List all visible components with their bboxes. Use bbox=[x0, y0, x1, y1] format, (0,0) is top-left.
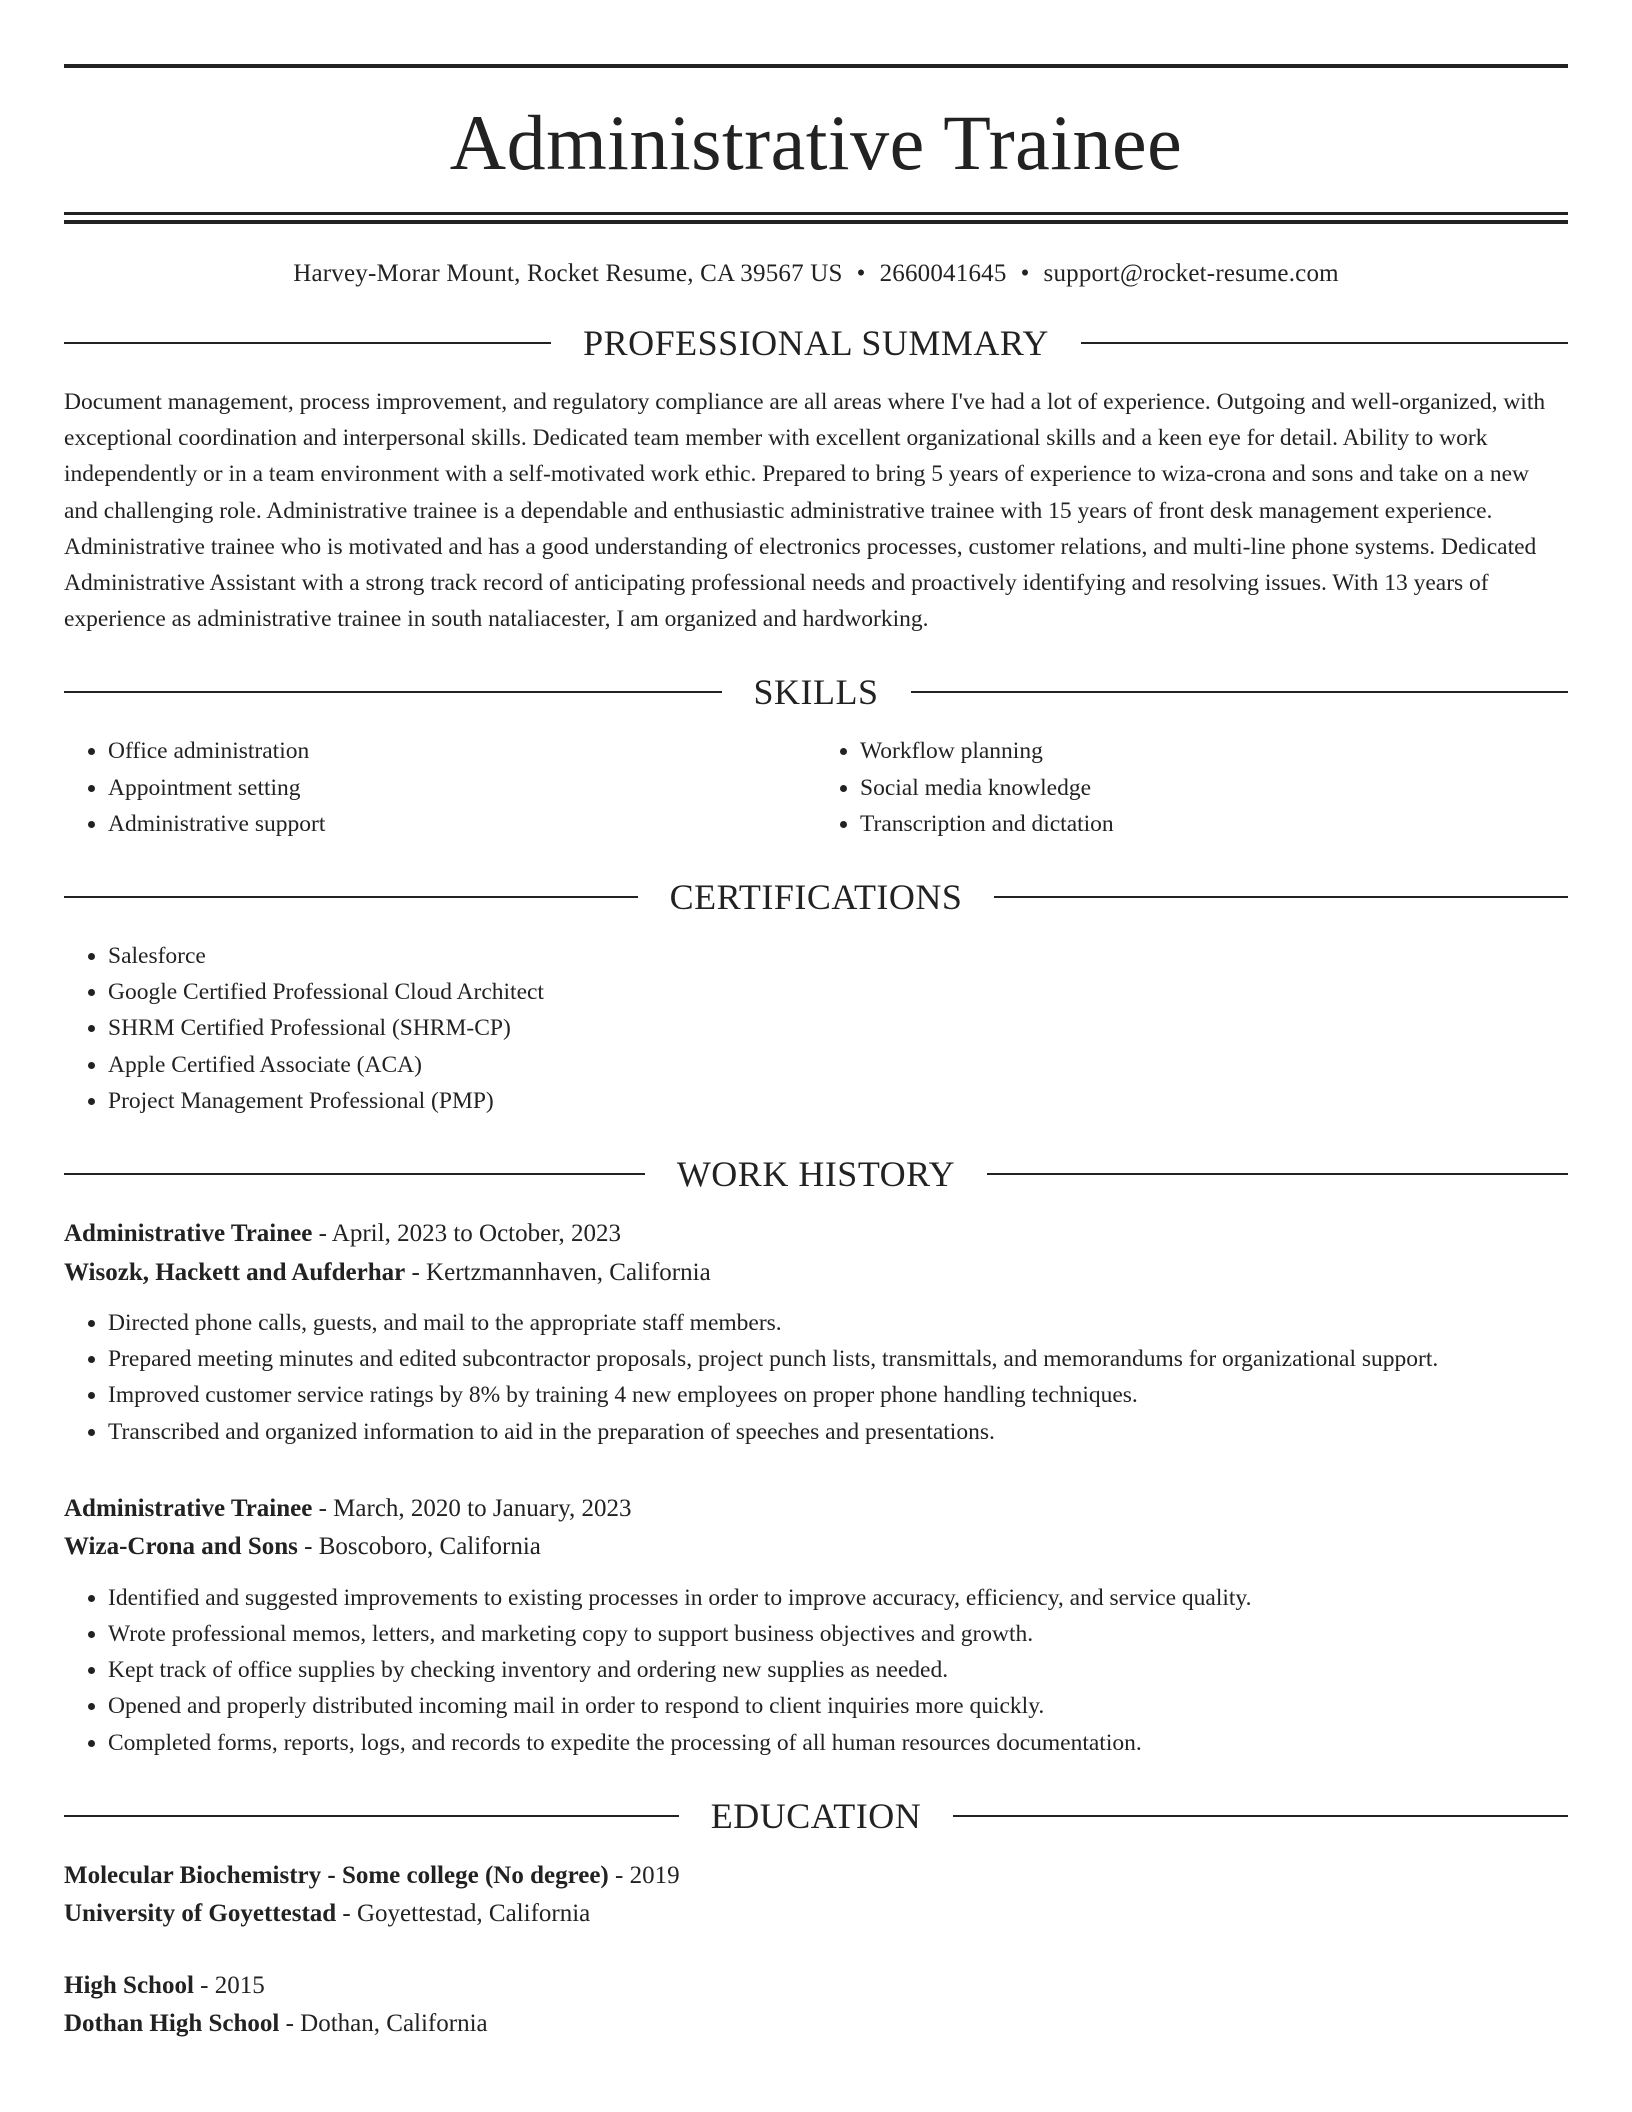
section-rule bbox=[64, 1173, 645, 1175]
section-title: PROFESSIONAL SUMMARY bbox=[583, 323, 1049, 363]
education-degree: Molecular Biochemistry - Some college (No degree) bbox=[64, 1861, 609, 1889]
job-role: Administrative Trainee bbox=[64, 1220, 313, 1248]
section-heading-summary bbox=[64, 322, 1568, 364]
job-bullet: • Identified and suggested improvements to existing processes in order to improve accuracy, efficiency, and service quality. bbox=[108, 1580, 1568, 1616]
job-bullet: • Kept track of office supplies by checking inventory and ordering new supplies as needed. bbox=[108, 1652, 1568, 1688]
skill-item: • Workflow planning bbox=[860, 733, 1568, 769]
education-year: - 2019 bbox=[608, 1861, 680, 1889]
section-rule bbox=[987, 1173, 1568, 1175]
job-bullet: • Completed forms, reports, logs, and records to expedite the processing of all human resources documentation. bbox=[108, 1725, 1568, 1761]
section-title: SKILLS bbox=[753, 672, 879, 713]
contact-separator: • bbox=[1020, 260, 1030, 287]
top-rule bbox=[64, 64, 1568, 68]
skill-item: • Transcription and dictation bbox=[860, 806, 1568, 842]
section-rule bbox=[64, 1815, 679, 1817]
section-rule bbox=[64, 342, 551, 344]
contact-address: Harvey-Morar Mount, Rocket Resume, CA 39567 US bbox=[293, 260, 843, 287]
education-degree-line bbox=[64, 1857, 1568, 1896]
certifications-list bbox=[64, 938, 1568, 1119]
education-location: - Goyettestad, California bbox=[336, 1900, 591, 1928]
certification-item: • SHRM Certified Professional (SHRM-CP) bbox=[108, 1010, 1568, 1046]
job-company-line bbox=[64, 1254, 1568, 1293]
education-degree: High School bbox=[64, 1971, 194, 1999]
section-rule bbox=[953, 1815, 1568, 1817]
job-bullet: • Prepared meeting minutes and edited subcontractor proposals, project punch lists, transmittals, and memorandums for organizational support. bbox=[108, 1341, 1568, 1377]
certification-item: • Google Certified Professional Cloud Architect bbox=[108, 974, 1568, 1010]
certification-item: • Salesforce bbox=[108, 938, 1568, 974]
contact-phone: 2660041645 bbox=[879, 260, 1007, 287]
job-bullet: • Improved customer service ratings by 8% by training 4 new employees on proper phone handling techniques. bbox=[108, 1377, 1568, 1413]
job-entry bbox=[64, 1490, 1568, 1761]
job-company: Wisozk, Hackett and Aufderhar bbox=[64, 1258, 406, 1286]
job-title-line bbox=[64, 1490, 1568, 1529]
skills-columns bbox=[64, 733, 1568, 842]
contact-email: support@rocket-resume.com bbox=[1043, 260, 1339, 287]
job-entry bbox=[64, 1215, 1568, 1450]
job-bullets bbox=[64, 1305, 1568, 1450]
section-title: EDUCATION bbox=[710, 1795, 922, 1836]
skill-item: • Administrative support bbox=[108, 806, 816, 842]
job-title-line bbox=[64, 1215, 1568, 1254]
education-year: - 2015 bbox=[193, 1971, 265, 1999]
job-role: Administrative Trainee bbox=[64, 1494, 313, 1522]
candidate-name: Administrative Trainee bbox=[449, 99, 1183, 186]
skill-item: • Social media knowledge bbox=[860, 770, 1568, 806]
job-company: Wiza-Crona and Sons bbox=[64, 1533, 298, 1561]
certification-item: • Apple Certified Associate (ACA) bbox=[108, 1047, 1568, 1083]
certification-item: • Project Management Professional (PMP) bbox=[108, 1083, 1568, 1119]
job-bullets bbox=[64, 1580, 1568, 1761]
section-heading-work bbox=[64, 1153, 1568, 1195]
skills-list-right bbox=[816, 733, 1568, 842]
education-school: Dothan High School bbox=[64, 2010, 280, 2038]
header-double-rule bbox=[64, 212, 1568, 224]
section-heading-skills bbox=[64, 671, 1568, 713]
education-degree-line bbox=[64, 1967, 1568, 2006]
job-dates: - April, 2023 to October, 2023 bbox=[312, 1220, 622, 1248]
education-school-line bbox=[64, 1895, 1568, 1934]
job-bullet: • Directed phone calls, guests, and mail to the appropriate staff members. bbox=[108, 1305, 1568, 1341]
skill-item: • Appointment setting bbox=[108, 770, 816, 806]
job-location: - Kertzmannhaven, California bbox=[405, 1258, 711, 1286]
section-rule bbox=[911, 691, 1569, 693]
section-heading-certifications bbox=[64, 876, 1568, 918]
contact-line bbox=[64, 260, 1568, 288]
section-title: WORK HISTORY bbox=[676, 1154, 956, 1195]
job-bullet: • Opened and properly distributed incoming mail in order to respond to client inquiries more quickly. bbox=[108, 1688, 1568, 1724]
section-title: CERTIFICATIONS bbox=[669, 877, 963, 918]
education-school-line bbox=[64, 2005, 1568, 2044]
education-location: - Dothan, California bbox=[279, 2010, 488, 2038]
skills-list-left bbox=[64, 733, 816, 842]
skill-item: • Office administration bbox=[108, 733, 816, 769]
section-rule bbox=[994, 896, 1568, 898]
section-rule bbox=[1081, 342, 1568, 344]
job-company-line bbox=[64, 1528, 1568, 1567]
education-school: University of Goyettestad bbox=[64, 1900, 337, 1928]
contact-separator: • bbox=[856, 260, 866, 287]
summary-text: Document management, process improvement, and regulatory compliance are all areas where I've had a lot of experience. Outgoing and well-organized, with exceptional coordination and interpersonal skills. Dedicated team member with excellent organizational skills and a keen eye for detail. Ability to work independently or in a team environment with a self-motivated work ethic. Prepared to bring 5 years of experience to wiza-crona and sons and take on a new and challenging role. Administrative trainee is a dependable and enthusiastic administrative trainee with 15 years of front desk management experience. Administrative trainee who is motivated and has a good understanding of electronics processes, customer relations, and multi-line phone systems. Dedicated Administrative Assistant with a strong track record of anticipating professional needs and proactively identifying and resolving issues. With 13 years of experience as administrative trainee in south nataliacester, I am organized and hardworking. bbox=[64, 389, 1546, 633]
job-dates: - March, 2020 to January, 2023 bbox=[312, 1494, 632, 1522]
job-bullet: • Wrote professional memos, letters, and marketing copy to support business objectives and growth. bbox=[108, 1616, 1568, 1652]
education-entry bbox=[64, 1967, 1568, 2044]
section-rule bbox=[64, 691, 722, 693]
job-bullet: • Transcribed and organized information to aid in the preparation of speeches and presentations. bbox=[108, 1414, 1568, 1450]
job-location: - Boscoboro, California bbox=[297, 1533, 541, 1561]
section-rule bbox=[64, 896, 638, 898]
education-entry bbox=[64, 1857, 1568, 1934]
section-heading-education bbox=[64, 1795, 1568, 1837]
